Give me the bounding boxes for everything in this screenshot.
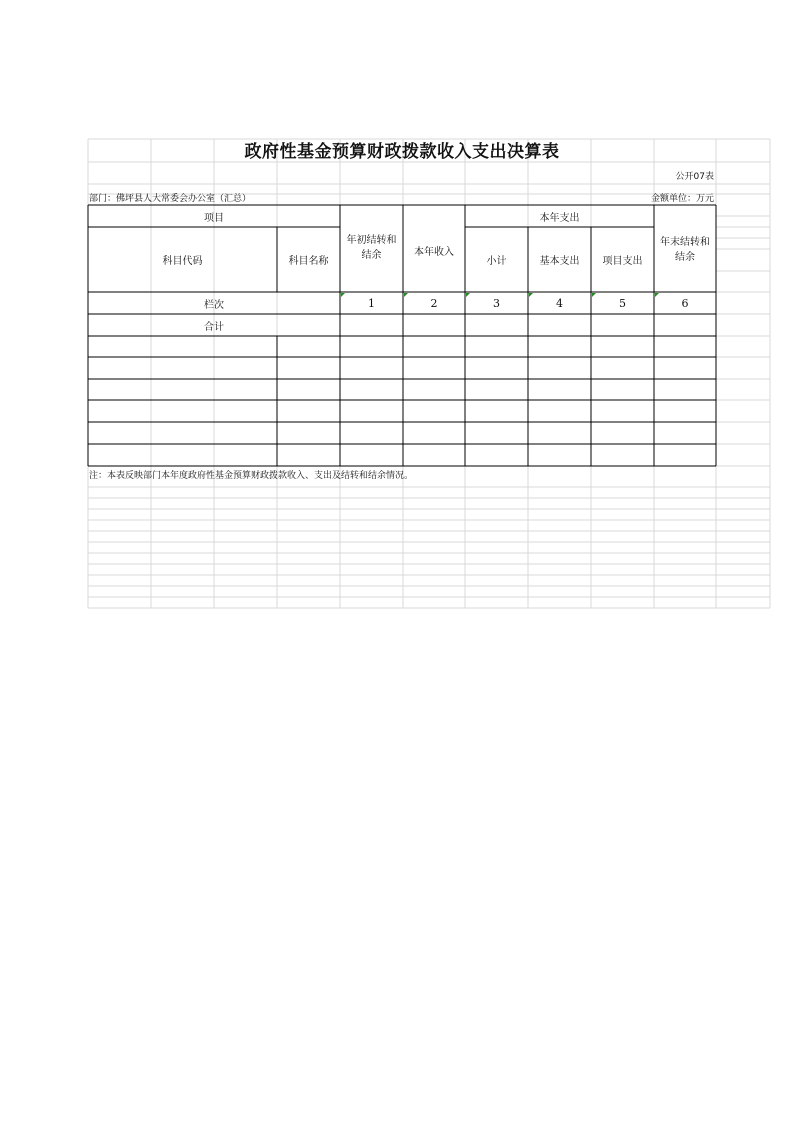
header-code: 科目代码 [162, 256, 203, 267]
header-end-balance [654, 228, 716, 268]
column-number-6: 6 [681, 296, 689, 310]
column-number-2: 2 [430, 296, 438, 310]
header-subtotal: 小计 [486, 256, 507, 267]
header-basic: 基本支出 [539, 256, 580, 267]
column-row-label: 栏次 [204, 299, 224, 311]
header-begin-balance-text: 年初结转和结余 [346, 235, 397, 261]
header-end-balance-text: 年末结转和结余 [660, 237, 710, 263]
header-expense: 本年支出 [539, 212, 580, 224]
column-number-3: 3 [493, 296, 500, 310]
table-note: 注：本表反映部门本年度政府性基金预算财政拨款收入、支出及结转和结余情况。 [89, 471, 414, 481]
header-income: 本年收入 [414, 247, 454, 258]
header-project: 项目支出 [602, 256, 643, 267]
column-number-4: 4 [556, 296, 563, 310]
unit-label: 金额单位：万元 [650, 194, 714, 204]
column-number-1: 1 [368, 296, 375, 310]
header-begin-balance [340, 228, 403, 264]
column-number-5: 5 [619, 296, 626, 310]
header-item: 项目 [204, 212, 224, 224]
total-row-label: 合计 [204, 321, 224, 333]
header-name: 科目名称 [288, 256, 329, 267]
report-title: 政府性基金预算财政拨款收入支出决算表 [244, 142, 560, 162]
department-label: 部门：佛坪县人大常委会办公室（汇总） [89, 194, 252, 204]
form-code: 公开07表 [675, 172, 714, 182]
